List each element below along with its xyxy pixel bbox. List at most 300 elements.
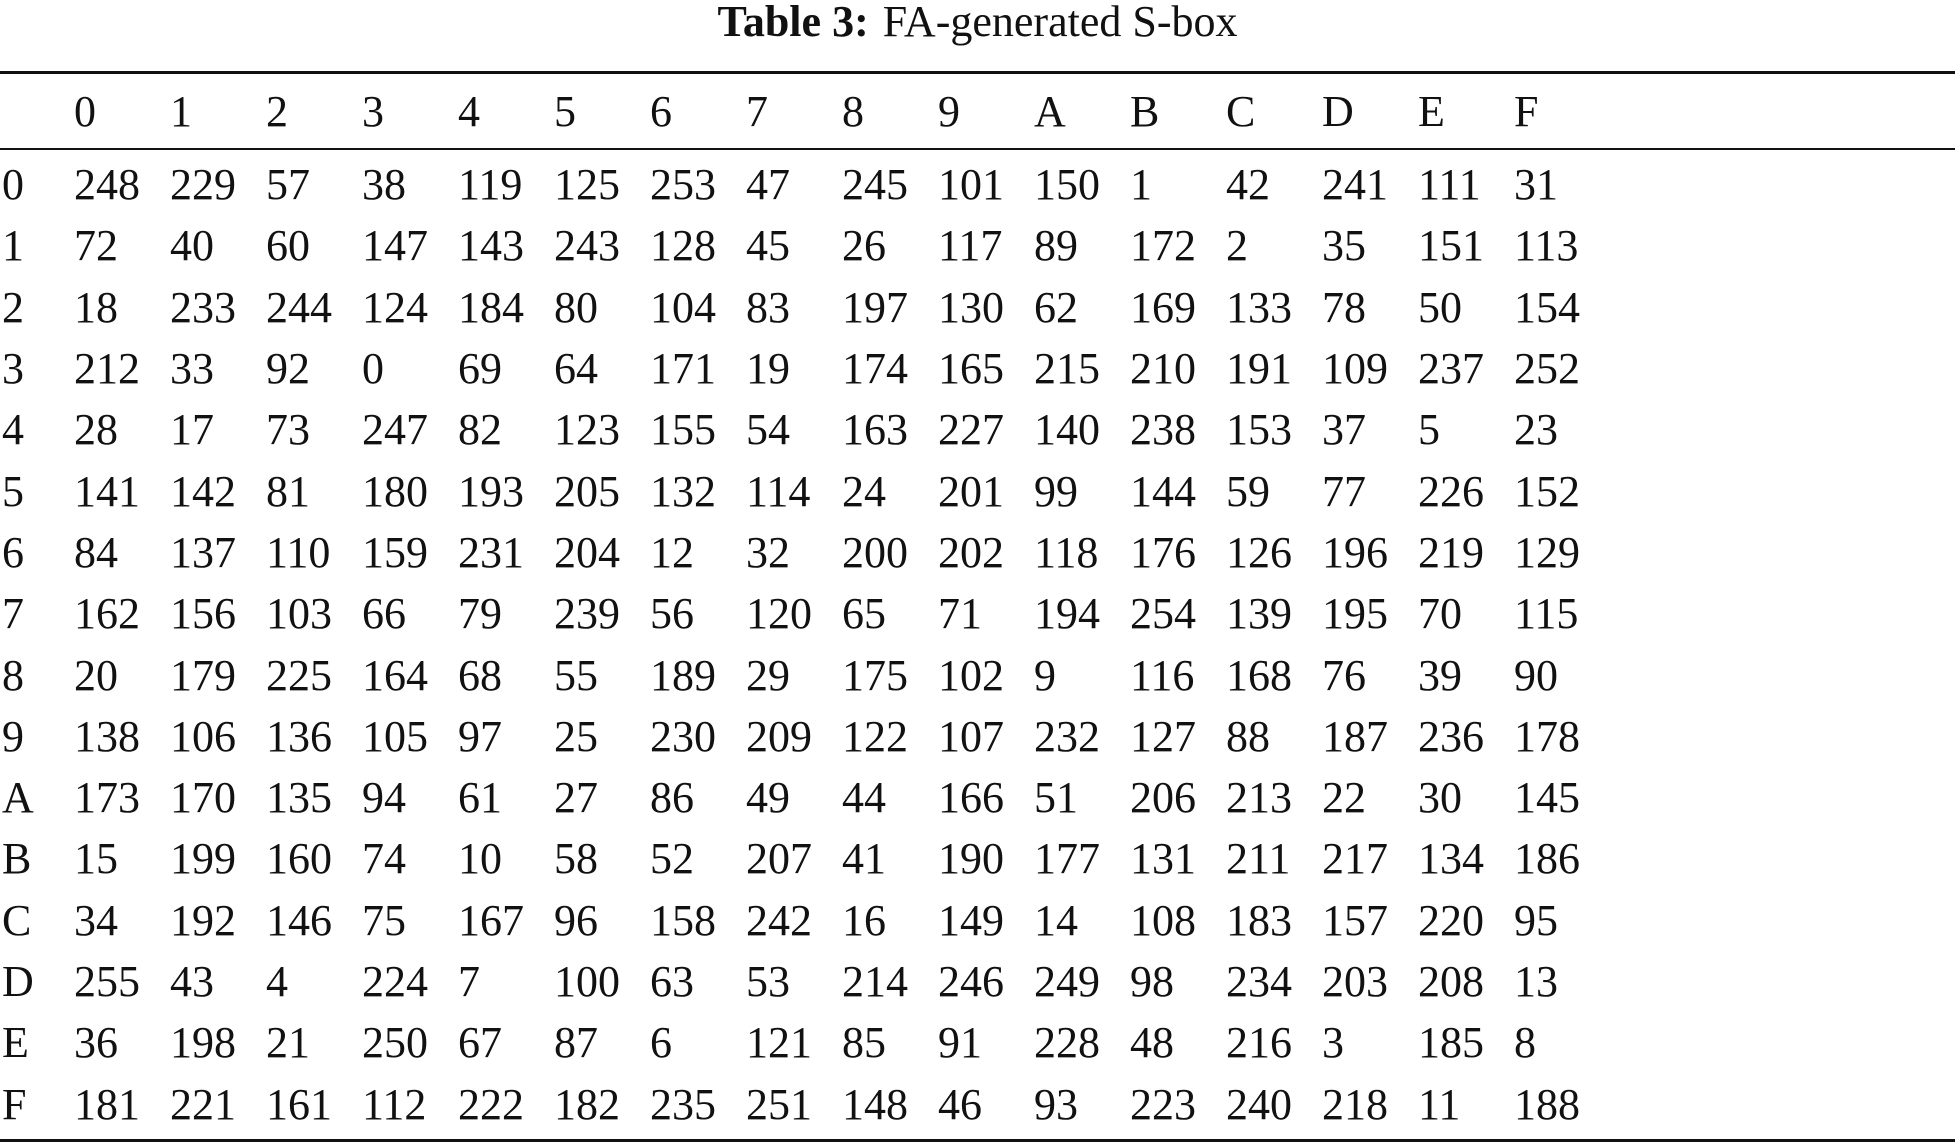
table-cell: 48	[1130, 1018, 1174, 1068]
table-cell: 145	[1514, 773, 1580, 823]
table-row	[0, 583, 1605, 644]
table-cell: 188	[1514, 1079, 1580, 1129]
table-cell: 33	[170, 344, 214, 394]
table-cell: 116	[1130, 650, 1195, 700]
table-cell: 227	[938, 405, 1004, 455]
table-cell: 160	[266, 834, 332, 884]
table-cell: 202	[938, 527, 1004, 577]
table-cell: 55	[554, 650, 598, 700]
table-row	[0, 1073, 1605, 1134]
table-cell: 7	[458, 957, 480, 1006]
table-row	[0, 148, 1605, 215]
table-cell: 140	[1034, 405, 1100, 455]
table-cell: 179	[170, 650, 236, 700]
table-cell: 26	[842, 221, 886, 271]
table-cell: 58	[554, 834, 598, 884]
row-header: 7	[2, 589, 24, 639]
table-cell: 149	[938, 895, 1004, 945]
table-cell: 127	[1130, 711, 1196, 761]
table-cell: 156	[170, 589, 236, 639]
table-cell: 3	[1322, 1018, 1344, 1068]
caption-label: Table 3:	[717, 0, 869, 46]
table-cell: 20	[74, 650, 118, 700]
column-header: E	[1418, 86, 1445, 136]
table-cell: 189	[650, 650, 716, 700]
table-cell: 6	[650, 1018, 672, 1068]
table-cell: 180	[362, 466, 428, 516]
table-cell: 103	[266, 589, 332, 639]
table-cell: 219	[1418, 527, 1484, 577]
table-cell: 162	[74, 589, 140, 639]
table-cell: 76	[1322, 650, 1366, 700]
table-cell: 211	[1226, 834, 1291, 884]
table-cell: 80	[554, 282, 598, 332]
column-header: 5	[554, 86, 576, 136]
table-cell: 190	[938, 834, 1004, 884]
table-cell: 15	[74, 834, 118, 884]
table-cell: 155	[650, 405, 716, 455]
table-cell: 1	[1130, 160, 1152, 210]
table-cell: 247	[362, 405, 428, 455]
table-cell: 54	[746, 405, 790, 455]
column-header: 0	[74, 86, 96, 136]
table-cell: 167	[458, 895, 524, 945]
table-cell: 85	[842, 1018, 886, 1068]
table-cell: 194	[1034, 589, 1100, 639]
table-row	[0, 1012, 1605, 1073]
table-cell: 46	[938, 1079, 982, 1129]
table-row	[0, 828, 1605, 889]
table-cell: 187	[1322, 711, 1388, 761]
table-cell: 25	[554, 711, 598, 761]
table-cell: 51	[1034, 773, 1078, 823]
table-cell: 105	[362, 711, 428, 761]
table-cell: 157	[1322, 895, 1388, 945]
table-cell: 248	[74, 160, 140, 210]
table-cell: 61	[458, 773, 502, 823]
table-cell: 251	[746, 1079, 812, 1129]
table-row	[0, 890, 1605, 951]
table-cell: 96	[554, 895, 598, 945]
table-cell: 41	[842, 834, 886, 884]
table-cell: 158	[650, 895, 716, 945]
table-cell: 239	[554, 589, 620, 639]
table-cell: 37	[1322, 405, 1366, 455]
table-cell: 244	[266, 282, 332, 332]
table-cell: 123	[554, 405, 620, 455]
table-cell: 192	[170, 895, 236, 945]
table-cell: 72	[74, 221, 118, 271]
table-cell: 28	[74, 405, 118, 455]
corner-cell	[0, 74, 74, 148]
table-row	[0, 706, 1605, 767]
table-cell: 13	[1514, 957, 1558, 1006]
table-row	[0, 644, 1605, 705]
table-cell: 135	[266, 773, 332, 823]
table-cell: 203	[1322, 957, 1388, 1006]
table-cell: 169	[1130, 282, 1196, 332]
table-cell: 225	[266, 650, 332, 700]
table-cell: 104	[650, 282, 716, 332]
table-cell: 101	[938, 160, 1004, 210]
row-header: 9	[2, 711, 24, 761]
table-cell: 238	[1130, 405, 1196, 455]
table-cell: 166	[938, 773, 1004, 823]
table-cell: 86	[650, 773, 694, 823]
table-cell: 88	[1226, 711, 1270, 761]
table-cell: 233	[170, 282, 236, 332]
column-header: 1	[170, 86, 192, 136]
table-cell: 117	[938, 221, 1003, 271]
table-cell: 196	[1322, 527, 1388, 577]
table-cell: 195	[1322, 589, 1388, 639]
table-cell: 23	[1514, 405, 1558, 455]
table-cell: 111	[1418, 160, 1481, 210]
sbox-table	[0, 74, 1605, 1135]
table-cell: 141	[74, 466, 140, 516]
table-cell: 118	[1034, 527, 1099, 577]
table-cell: 229	[170, 160, 236, 210]
table-cell: 120	[746, 589, 812, 639]
column-header: F	[1514, 86, 1539, 136]
table-cell: 112	[362, 1079, 427, 1129]
table-cell: 44	[842, 773, 886, 823]
table-cell: 148	[842, 1079, 908, 1129]
column-header: 2	[266, 86, 288, 136]
row-header: 3	[2, 344, 24, 394]
table-cell: 49	[746, 773, 790, 823]
table-cell: 36	[74, 1018, 118, 1068]
table-cell: 107	[938, 711, 1004, 761]
table-cell: 209	[746, 711, 812, 761]
row-header: 1	[2, 221, 24, 271]
table-cell: 78	[1322, 282, 1366, 332]
table-cell: 21	[266, 1018, 310, 1068]
table-cell: 63	[650, 957, 694, 1006]
table-cell: 163	[842, 405, 908, 455]
table-cell: 35	[1322, 221, 1366, 271]
table-cell: 38	[362, 160, 406, 210]
table-cell: 0	[362, 344, 384, 394]
table-cell: 69	[458, 344, 502, 394]
table-cell: 32	[746, 527, 790, 577]
table-cell: 236	[1418, 711, 1484, 761]
table-cell: 16	[842, 895, 886, 945]
table-cell: 174	[842, 344, 908, 394]
table-cell: 252	[1514, 344, 1580, 394]
table-cell: 17	[170, 405, 214, 455]
table-cell: 128	[650, 221, 716, 271]
table-cell: 226	[1418, 466, 1484, 516]
table-cell: 79	[458, 589, 502, 639]
table-cell: 191	[1226, 344, 1292, 394]
table-cell: 143	[458, 221, 524, 271]
table-cell: 206	[1130, 773, 1196, 823]
table-cell: 4	[266, 957, 288, 1006]
table-cell: 232	[1034, 711, 1100, 761]
table-cell: 201	[938, 466, 1004, 516]
table-cell: 223	[1130, 1079, 1196, 1129]
row-header: F	[2, 1079, 27, 1129]
table-cell: 240	[1226, 1079, 1292, 1129]
table-cell: 230	[650, 711, 716, 761]
column-header: C	[1226, 86, 1256, 136]
table-cell: 134	[1418, 834, 1484, 884]
column-header: 6	[650, 86, 672, 136]
table-cell: 217	[1322, 834, 1388, 884]
row-header: A	[2, 773, 34, 823]
table-cell: 132	[650, 466, 716, 516]
table-cell: 234	[1226, 957, 1292, 1006]
table-cell: 8	[1514, 1018, 1536, 1068]
table-cell: 181	[74, 1079, 140, 1129]
table-cell: 65	[842, 589, 886, 639]
table-row	[0, 767, 1605, 828]
table-caption	[0, 0, 1955, 44]
caption-text: FA-generated S-box	[882, 0, 1238, 46]
table-cell: 34	[74, 895, 118, 945]
table-cell: 92	[266, 344, 310, 394]
table-cell: 138	[74, 711, 140, 761]
bottom-rule	[0, 1139, 1955, 1142]
table-cell: 73	[266, 405, 310, 455]
row-header: 0	[2, 160, 24, 210]
table-cell: 154	[1514, 282, 1580, 332]
table-cell: 243	[554, 221, 620, 271]
table-cell: 246	[938, 957, 1004, 1006]
table-cell: 22	[1322, 773, 1366, 823]
table-row	[0, 460, 1605, 521]
table-cell: 94	[362, 773, 406, 823]
table-cell: 121	[746, 1018, 812, 1068]
table-cell: 185	[1418, 1018, 1484, 1068]
table-cell: 56	[650, 589, 694, 639]
table-cell: 31	[1514, 160, 1558, 210]
table-cell: 119	[458, 160, 523, 210]
table-row	[0, 277, 1605, 338]
table-cell: 10	[458, 834, 502, 884]
table-cell: 59	[1226, 466, 1270, 516]
table-cell: 178	[1514, 711, 1580, 761]
table-cell: 208	[1418, 957, 1484, 1006]
table-cell: 253	[650, 160, 716, 210]
table-cell: 171	[650, 344, 716, 394]
header-row	[0, 74, 1605, 148]
table-cell: 125	[554, 160, 620, 210]
table-cell: 237	[1418, 344, 1484, 394]
table-cell: 74	[362, 834, 406, 884]
table-cell: 29	[746, 650, 790, 700]
table-cell: 113	[1514, 221, 1579, 271]
table-cell: 82	[458, 405, 502, 455]
table-cell: 53	[746, 957, 790, 1006]
table-cell: 124	[362, 282, 428, 332]
table-cell: 241	[1322, 160, 1388, 210]
table-cell: 57	[266, 160, 310, 210]
table-cell: 122	[842, 711, 908, 761]
column-header: 9	[938, 86, 960, 136]
table-cell: 40	[170, 221, 214, 271]
table-cell: 212	[74, 344, 140, 394]
table-cell: 110	[266, 527, 331, 577]
table-cell: 100	[554, 957, 620, 1006]
table-cell: 142	[170, 466, 236, 516]
table-cell: 207	[746, 834, 812, 884]
table-cell: 254	[1130, 589, 1196, 639]
table-cell: 144	[1130, 466, 1196, 516]
table-cell: 136	[266, 711, 332, 761]
table-cell: 186	[1514, 834, 1580, 884]
table-cell: 98	[1130, 957, 1174, 1006]
table-cell: 214	[842, 957, 908, 1006]
table-cell: 93	[1034, 1079, 1078, 1129]
table-cell: 2	[1226, 221, 1248, 271]
table-cell: 204	[554, 527, 620, 577]
table-cell: 64	[554, 344, 598, 394]
table-cell: 182	[554, 1079, 620, 1129]
table-cell: 89	[1034, 221, 1078, 271]
table-cell: 151	[1418, 221, 1484, 271]
table-cell: 84	[74, 527, 118, 577]
table-cell: 75	[362, 895, 406, 945]
row-header: 8	[2, 650, 24, 700]
column-header: B	[1130, 86, 1160, 136]
column-header: A	[1034, 86, 1066, 136]
table-cell: 173	[74, 773, 140, 823]
table-cell: 175	[842, 650, 908, 700]
table-cell: 210	[1130, 344, 1196, 394]
table-cell: 255	[74, 957, 140, 1006]
table-cell: 199	[170, 834, 236, 884]
table-cell: 68	[458, 650, 502, 700]
table-cell: 114	[746, 466, 811, 516]
table-cell: 67	[458, 1018, 502, 1068]
table-cell: 106	[170, 711, 236, 761]
table-cell: 81	[266, 466, 310, 516]
table-cell: 52	[650, 834, 694, 884]
table-cell: 83	[746, 282, 790, 332]
table-cell: 137	[170, 527, 236, 577]
table-cell: 184	[458, 282, 524, 332]
table-row	[0, 399, 1605, 460]
table-row	[0, 951, 1605, 1012]
table-cell: 70	[1418, 589, 1462, 639]
row-header: E	[2, 1018, 29, 1068]
table-cell: 152	[1514, 466, 1580, 516]
table-cell: 133	[1226, 282, 1292, 332]
table-cell: 71	[938, 589, 982, 639]
table-cell: 19	[746, 344, 790, 394]
table-cell: 161	[266, 1079, 332, 1129]
table-cell: 95	[1514, 895, 1558, 945]
table-cell: 213	[1226, 773, 1292, 823]
table-cell: 198	[170, 1018, 236, 1068]
column-header: 7	[746, 86, 768, 136]
table-cell: 5	[1418, 405, 1440, 455]
table-cell: 242	[746, 895, 812, 945]
table-cell: 14	[1034, 895, 1078, 945]
row-header: 5	[2, 466, 24, 516]
table-cell: 39	[1418, 650, 1462, 700]
table-cell: 77	[1322, 466, 1366, 516]
table-cell: 24	[842, 466, 886, 516]
table-cell: 126	[1226, 527, 1292, 577]
table-cell: 170	[170, 773, 236, 823]
table-cell: 249	[1034, 957, 1100, 1006]
table-cell: 87	[554, 1018, 598, 1068]
table-cell: 153	[1226, 405, 1292, 455]
table-cell: 224	[362, 957, 428, 1006]
table-cell: 183	[1226, 895, 1292, 945]
table-cell: 250	[362, 1018, 428, 1068]
table-cell: 147	[362, 221, 428, 271]
table-cell: 193	[458, 466, 524, 516]
row-header: 4	[2, 405, 24, 455]
table-cell: 9	[1034, 650, 1056, 700]
column-header: 3	[362, 86, 384, 136]
column-header: 8	[842, 86, 864, 136]
table-cell: 91	[938, 1018, 982, 1068]
table-cell: 129	[1514, 527, 1580, 577]
table-cell: 177	[1034, 834, 1100, 884]
table-cell: 221	[170, 1079, 236, 1129]
table-cell: 164	[362, 650, 428, 700]
table-cell: 228	[1034, 1018, 1100, 1068]
row-header: 2	[2, 282, 24, 332]
column-header: 4	[458, 86, 480, 136]
row-header: D	[2, 957, 34, 1006]
table-row	[0, 522, 1605, 583]
table-cell: 168	[1226, 650, 1292, 700]
table-row	[0, 215, 1605, 276]
table-cell: 220	[1418, 895, 1484, 945]
table-cell: 176	[1130, 527, 1196, 577]
table-cell: 27	[554, 773, 598, 823]
table-cell: 62	[1034, 282, 1078, 332]
table-cell: 215	[1034, 344, 1100, 394]
table-cell: 99	[1034, 466, 1078, 516]
table-cell: 102	[938, 650, 1004, 700]
table-cell: 97	[458, 711, 502, 761]
table-cell: 60	[266, 221, 310, 271]
table-cell: 131	[1130, 834, 1196, 884]
table-cell: 205	[554, 466, 620, 516]
table-cell: 197	[842, 282, 908, 332]
table-cell: 43	[170, 957, 214, 1006]
table-cell: 50	[1418, 282, 1462, 332]
table-cell: 235	[650, 1079, 716, 1129]
table-cell: 172	[1130, 221, 1196, 271]
row-header: B	[2, 834, 32, 884]
table-cell: 11	[1418, 1079, 1461, 1129]
table-cell: 231	[458, 527, 524, 577]
table-cell: 146	[266, 895, 332, 945]
table-cell: 222	[458, 1079, 524, 1129]
column-header: D	[1322, 86, 1354, 136]
table-cell: 115	[1514, 589, 1579, 639]
table-cell: 12	[650, 527, 694, 577]
table-cell: 139	[1226, 589, 1292, 639]
table-cell: 165	[938, 344, 1004, 394]
table-cell: 218	[1322, 1079, 1388, 1129]
table-cell: 45	[746, 221, 790, 271]
table-row	[0, 338, 1605, 399]
table-cell: 108	[1130, 895, 1196, 945]
table-cell: 200	[842, 527, 908, 577]
table-cell: 30	[1418, 773, 1462, 823]
table-cell: 150	[1034, 160, 1100, 210]
table-cell: 47	[746, 160, 790, 210]
